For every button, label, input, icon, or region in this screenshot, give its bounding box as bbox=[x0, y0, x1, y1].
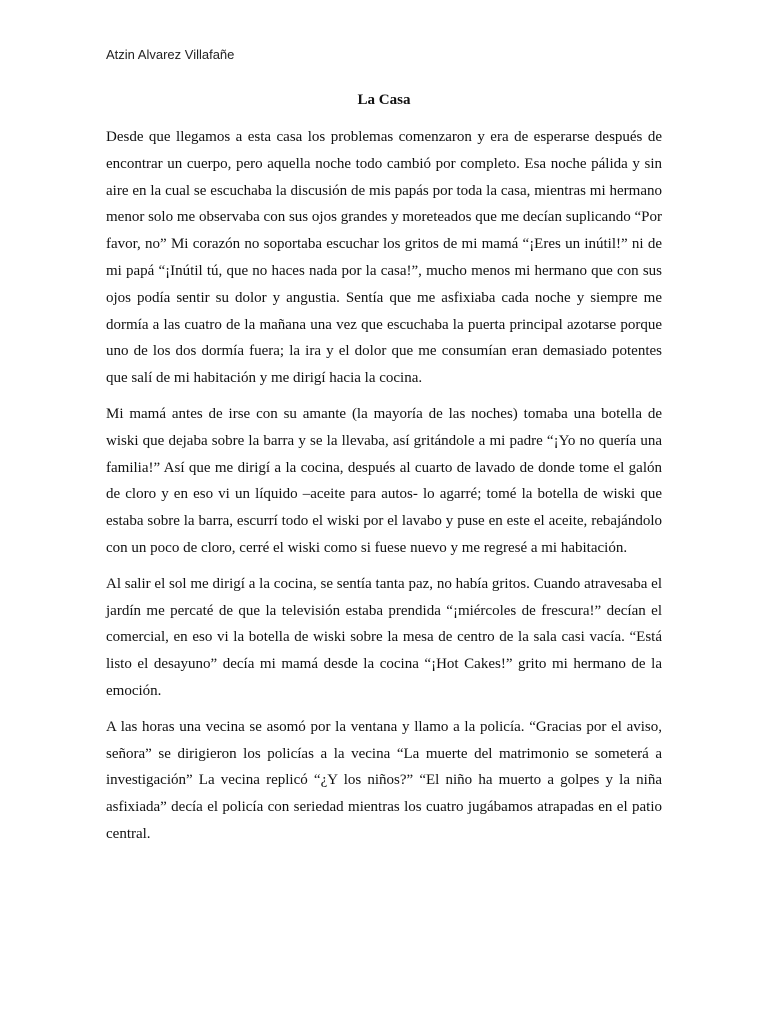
paragraph-3: Al salir el sol me dirigí a la cocina, se sentía tanta paz, no había gritos. Cuando atravesaba el jardín me percaté de que la televisión estaba prendida “¡miércoles de frescura!” decían el comercial, en eso vi la botella de wiski sobre la mesa de centro de la sala casi vacía. “Está listo el desayuno” decía mi mamá desde la cocina “¡Hot Cakes!” grito mi hermano de la emoción. bbox=[106, 575, 662, 699]
paragraph-4: A las horas una vecina se asomó por la ventana y llamo a la policía. “Gracias por el aviso, señora” se dirigieron los policías a la vecina “La muerte del matrimonio se someterá a investigación” La vecina replicó “¿Y los niños?” “El niño ha muerto a golpes y la niña asfixiada” decía el policía con seriedad mientras los cuatro jugábamos atrapadas en el patio central. bbox=[106, 718, 662, 842]
paragraph-2: Mi mamá antes de irse con su amante (la mayoría de las noches) tomaba una botella de wiski que dejaba sobre la barra y se la llevaba, así gritándole a mi padre “¡Yo no quería una familia!” Así que me dirigí a la cocina, después al cuarto de lavado de donde tome el galón de cloro y en eso vi un líquido –aceite para autos- lo agarré; tomé la botella de wiski que estaba sobre la barra, escurrí todo el wiski por el lavabo y puse en este el aceite, rebajándolo con un poco de cloro, cerré el wiski como si fuese nuevo y me regresé a mi habitación. bbox=[106, 405, 662, 556]
author-header: Atzin Alvarez Villafañe bbox=[106, 47, 235, 62]
document-title: La Casa bbox=[357, 92, 411, 108]
document-body bbox=[106, 124, 662, 857]
paragraph-1: Desde que llegamos a esta casa los problemas comenzaron y era de esperarse después de encontrar un cuerpo, pero aquella noche todo cambió por completo. Esa noche pálida y sin aire en la cual se escuchaba la discusión de mis papás por toda la casa, mientras mi hermano menor solo me observaba con sus ojos grandes y moreteados que me decían suplicando “Por favor, no” Mi corazón no soportaba escuchar los gritos de mi mamá “¡Eres un inútil!” ni de mi papá “¡Inútil tú, que no haces nada por la casa!”, mucho menos mi hermano que con sus ojos podía sentir su dolor y angustia. Sentía que me asfixiaba cada noche y siempre me dormía a las cuatro de la mañana una vez que escuchaba la puerta principal azotarse porque uno de los dos dormía fuera; la ira y el dolor que me consumían eran demasiado potentes que salí de mi habitación y me dirigí hacia la cocina. bbox=[106, 129, 662, 387]
